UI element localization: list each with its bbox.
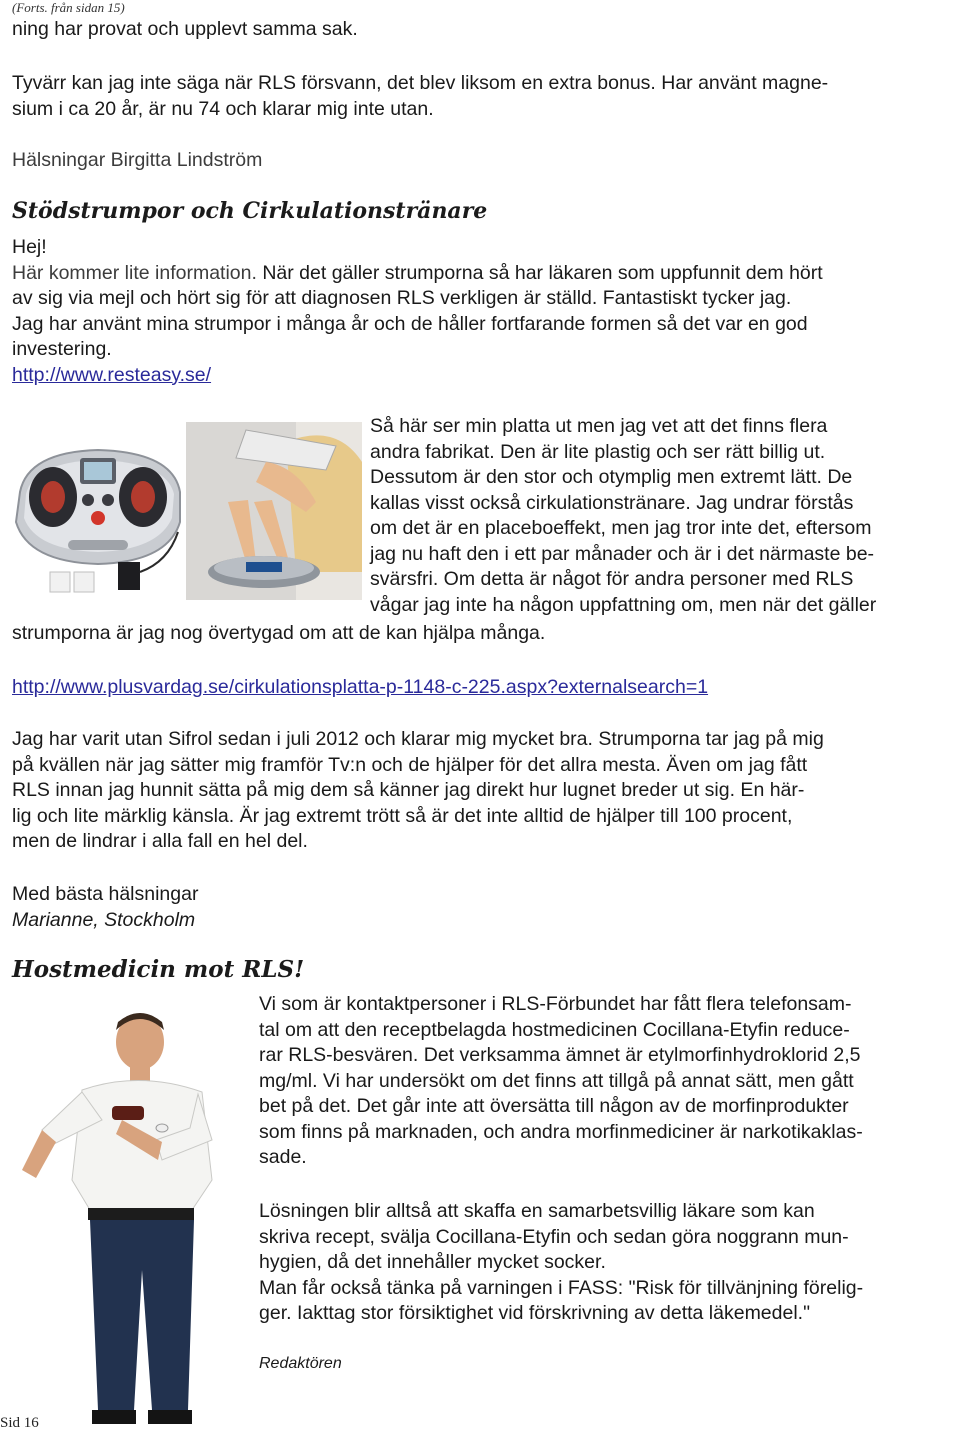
body-line: Jag har använt mina strumpor i många år och de håller fortfarande formen så det var en god bbox=[12, 312, 808, 335]
plusvardag-link[interactable]: http://www.plusvardag.se/cirkulationsplatta-p-1148-c-225.aspx?externalsearch=1 bbox=[12, 676, 709, 698]
intro-paragraph bbox=[12, 71, 828, 122]
intro-block bbox=[12, 17, 358, 43]
sifrol-line: på kvällen när jag sätter mig framför Tv:n och de hjälper för det allra mesta. Även om jag fått bbox=[12, 753, 808, 776]
hostmedicin-paragraph-1 bbox=[259, 992, 863, 1171]
woman-with-device-illustration bbox=[186, 422, 362, 600]
body-line bbox=[12, 261, 823, 287]
product-description-end: strumporna är jag nog övertygad om att de kan hjälpa många. bbox=[12, 622, 546, 644]
resteasy-link[interactable]: http://www.resteasy.se/ bbox=[12, 363, 212, 386]
hostmedicin-line: bet på det. Det går inte att översätta till någon av de morfinprodukter bbox=[259, 1095, 849, 1117]
intro-greeting: Hälsningar Birgitta Lindström bbox=[12, 149, 263, 171]
hostmedicin-line: som finns på marknaden, och andra morfinmediciner är narkotikaklas- bbox=[259, 1120, 863, 1143]
body-line: av sig via mejl och hört sig för att diagnosen RLS verkligen är ställd. Fantastiskt tycker jag. bbox=[12, 287, 792, 309]
hostmedicin-line: sade. bbox=[259, 1146, 307, 1168]
hostmedicin-line: mg/ml. Vi har undersökt om det finns att tillgå på annat sätt, men gått bbox=[259, 1069, 854, 1092]
body-text: När det gäller strumporna så har läkaren som uppfunnit dem hört bbox=[256, 261, 823, 284]
section-heading-stodstrumpor: Stödstrumpor och Cirkulationstränare bbox=[12, 198, 488, 224]
section-heading-hostmedicin: Hostmedicin mot RLS! bbox=[12, 956, 305, 983]
man-with-medicine-illustration bbox=[12, 1010, 248, 1428]
intro-paragraph-line: sium i ca 20 år, är nu 74 och klarar mig inte utan. bbox=[12, 97, 434, 120]
sifrol-line: Jag har varit utan Sifrol sedan i juli 2012 och klarar mig mycket bra. Strumporna tar jag på mig bbox=[12, 728, 824, 750]
man-with-medicine-image bbox=[12, 1010, 248, 1428]
hostmedicin-line: ger. Iakttag stor försiktighet vid förskrivning av detta läkemedel." bbox=[259, 1302, 811, 1324]
intro-paragraph-line: Tyvärr kan jag inte säga när RLS försvann, det blev liksom en extra bonus. Har använt magne- bbox=[12, 72, 829, 94]
editor-signature: Redaktören bbox=[259, 1355, 342, 1372]
sifrol-line: RLS innan jag hunnit sätta på mig dem så känner jag direkt hur lugnet breder ut sig. En här- bbox=[12, 779, 805, 801]
product-description bbox=[370, 414, 876, 618]
product-description-line: om det är en placeboeffekt, men jag tror inte det, eftersom bbox=[370, 517, 872, 539]
sifrol-line: men de lindrar i alla fall en hel del. bbox=[12, 830, 308, 852]
product-description-line: svärsfri. Om detta är något för andra personer med RLS bbox=[370, 568, 854, 590]
body-line: investering. bbox=[12, 338, 112, 360]
hostmedicin-line: hygien, då det innehåller mycket socker. bbox=[259, 1251, 606, 1273]
sifrol-paragraph bbox=[12, 727, 824, 855]
greeting-hej: Hej! bbox=[12, 236, 47, 258]
intro-line: ning har provat och upplevt samma sak. bbox=[12, 18, 358, 40]
signature: Marianne, Stockholm bbox=[12, 908, 196, 931]
product-description-line: vågar jag inte ha någon uppfattning om, men när det gäller bbox=[370, 593, 877, 616]
hostmedicin-line: tal om att den receptbelagda hostmedicinen Cocillana-Etyfin reduce- bbox=[259, 1018, 850, 1041]
closing-block bbox=[12, 882, 198, 933]
hostmedicin-line: skriva recept, svälja Cocillana-Etyfin och sedan göra noggrann mun- bbox=[259, 1225, 849, 1248]
product-description-line: andra fabrikat. Den är lite plastig och ser rätt billig ut. bbox=[370, 440, 826, 463]
continuation-note: (Forts. från sidan 15) bbox=[12, 0, 125, 15]
sifrol-line: lig och lite märklig känsla. Är jag extremt trött så är det inte alltid de hjälper till 100 procent, bbox=[12, 804, 793, 827]
foot-massager-illustration bbox=[8, 422, 186, 600]
closing: Med bästa hälsningar bbox=[12, 883, 199, 905]
page-number: Sid 16 bbox=[0, 1415, 39, 1431]
foot-massager-image bbox=[8, 422, 186, 600]
hostmedicin-line: Man får också tänka på varningen i FASS: "Risk för tillvänjning förelig- bbox=[259, 1276, 864, 1299]
product-description-line: Dessutom är den stor och otymplig men extremt lätt. De bbox=[370, 466, 853, 488]
info-intro: Här kommer lite information. bbox=[12, 261, 257, 284]
product-description-line: jag nu haft den i ett par månader och är i det närmaste be- bbox=[370, 542, 875, 565]
section1-body bbox=[12, 235, 823, 388]
hostmedicin-line: Lösningen blir alltså att skaffa en samarbetsvillig läkare som kan bbox=[259, 1200, 815, 1222]
product-description-line: kallas visst också cirkulationstränare. Jag undrar förstås bbox=[370, 491, 854, 514]
hostmedicin-paragraph-2 bbox=[259, 1199, 863, 1327]
hostmedicin-line: rar RLS-besvären. Det verksamma ämnet är etylmorfinhydroklorid 2,5 bbox=[259, 1044, 861, 1066]
hostmedicin-line: Vi som är kontaktpersoner i RLS-Förbundet har fått flera telefonsam- bbox=[259, 993, 852, 1015]
woman-with-device-image bbox=[186, 422, 362, 600]
product-description-line: Så här ser min platta ut men jag vet att det finns flera bbox=[370, 415, 828, 437]
